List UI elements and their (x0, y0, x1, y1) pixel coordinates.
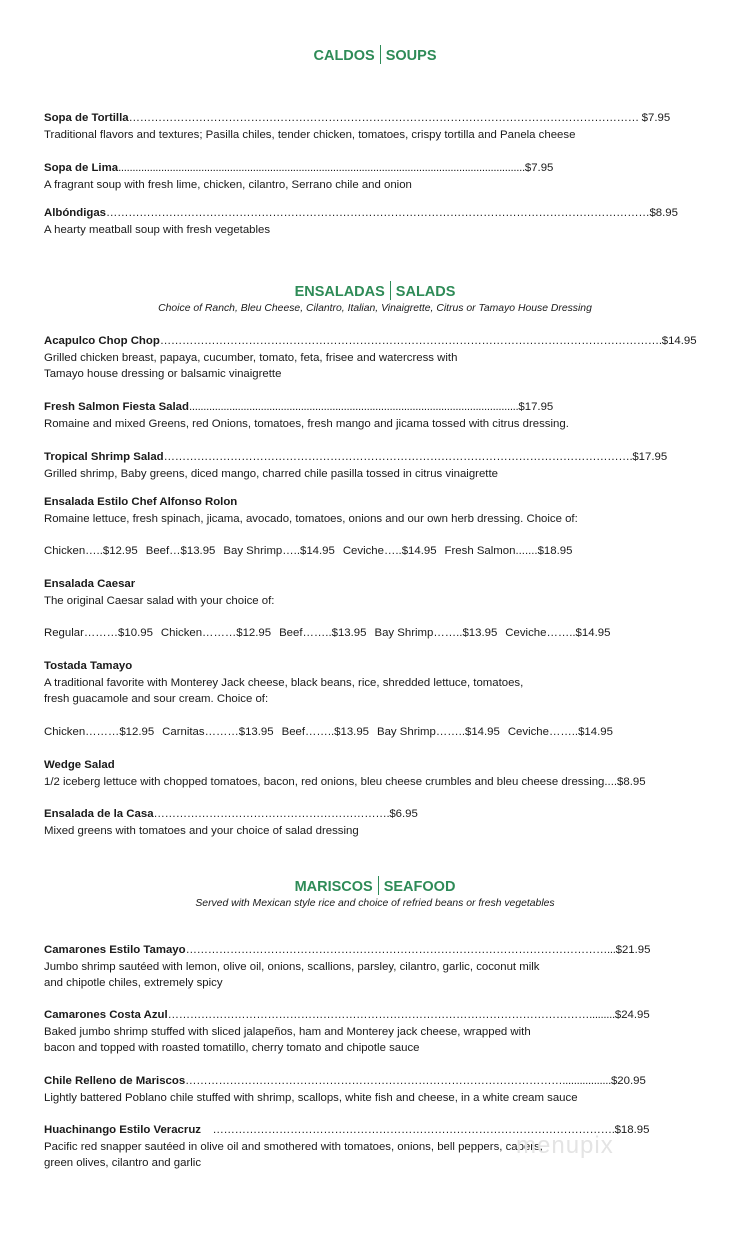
price-option: Ceviche……..$14.95 (505, 627, 611, 639)
salads-title-es: ENSALADAS (294, 284, 385, 300)
item-price: $18.95 (614, 1124, 650, 1136)
price-options (44, 543, 580, 560)
item-description: A traditional favorite with Monterey Jack cheese, black beans, rice, shredded lettuce, tomatoes, (44, 676, 524, 689)
salads-title-en: SALADS (395, 284, 456, 300)
item-name: Ensalada Caesar (44, 578, 136, 590)
item-name: Ensalada de la Casa (44, 808, 154, 820)
menu-item-acapulco-chop-chop (44, 333, 697, 383)
item-description: Baked jumbo shrimp stuffed with sliced jalapeños, ham and Monterey jack cheese, wrapped with (44, 1025, 531, 1038)
leader-dots: ................................................................................................................... (188, 401, 519, 413)
leader-dots: ……………………………………………………………………………………………………......... (167, 1009, 615, 1021)
leader-dots: …………………………………………………………………………………………................. (185, 1075, 611, 1087)
item-description: Traditional flavors and textures; Pasilla chiles, tender chicken, tomatoes, crispy tortilla and Panela cheese (44, 128, 576, 141)
menu-item-camarones-costa-azul (44, 1007, 650, 1057)
leader-dots: .............................................................................................................................................. (118, 162, 525, 174)
leader-dots: ………………………………………………………………………………………………………………………… (128, 112, 642, 124)
item-description: Romaine and mixed Greens, red Onions, tomatoes, fresh mango and jicama tossed with citrus dressing. (44, 417, 569, 430)
price-option: Chicken…..$12.95 (44, 545, 138, 557)
price-option: Carnitas………$13.95 (162, 725, 274, 738)
menu-item-tostada-tamayo (44, 658, 621, 740)
menu-item-tropical-shrimp-salad (44, 449, 667, 482)
leader-dots: ………………………………………………………………………………………………………………………. (159, 335, 662, 347)
salads-subtitle: Choice of Ranch, Bleu Cheese, Cilantro, Italian, Vinaigrette, Citrus or Tamayo House Dressing (158, 303, 592, 314)
item-name: Sopa de Lima (44, 162, 119, 174)
seafood-title-en: SEAFOOD (383, 879, 456, 895)
leader-dots: ……………………………………………………………………………………………………... (185, 944, 616, 956)
soups-heading (0, 45, 750, 65)
item-name: Tropical Shrimp Salad (44, 451, 164, 463)
seafood-subtitle: Served with Mexican style rice and choice of refried beans or fresh vegetables (195, 898, 555, 909)
item-description: A hearty meatball soup with fresh vegetables (44, 223, 271, 236)
item-description: Tamayo house dressing or balsamic vinaigrette (44, 368, 282, 380)
leader-dots: ………………………………………………………………………………………………………………. (163, 451, 633, 463)
item-price: $17.95 (518, 401, 554, 413)
price-option: Fresh Salmon.......$18.95 (444, 545, 573, 557)
item-description: fresh guacamole and sour cream. Choice of: (44, 693, 269, 705)
menu-item-ensalada-de-la-casa (44, 806, 418, 839)
item-description: Pacific red snapper sautéed in olive oil and smothered with tomatoes, onions, bell peppers, capers, (44, 1140, 543, 1153)
item-description: Grilled shrimp, Baby greens, diced mango, charred chile pasilla tossed in citrus vinaigrette (44, 467, 498, 480)
item-price: $6.95 (389, 808, 418, 820)
item-description: 1/2 iceberg lettuce with chopped tomatoes, bacon, red onions, bleu cheese crumbles and bleu cheese dressing....$8.95 (44, 775, 646, 788)
item-name: Chile Relleno de Mariscos (44, 1075, 186, 1087)
salads-heading (0, 281, 750, 301)
item-price: $14.95 (661, 335, 697, 347)
item-price: $20.95 (610, 1075, 646, 1087)
watermark-logo: menupix (516, 1132, 614, 1159)
item-name: Sopa de Tortilla (44, 112, 129, 124)
leader-dots: ………………………………………………………. (153, 808, 390, 820)
item-description: Romaine lettuce, fresh spinach, jicama, avocado, tomatoes, onions and our own herb dressing. Choice of: (44, 512, 578, 525)
item-description: The original Caesar salad with your choice of: (44, 594, 275, 607)
item-name: Albóndigas (44, 207, 107, 219)
menu-item-camarones-estilo-tamayo (44, 942, 650, 992)
price-option: Chicken………$12.95 (44, 725, 155, 738)
item-name: Camarones Costa Azul (44, 1009, 168, 1021)
item-name: Huachinango Estilo Veracruz (44, 1124, 201, 1136)
soups-title-es: CALDOS (313, 48, 375, 64)
menu-item-sopa-de-tortilla (44, 110, 670, 143)
menu-item-albondigas (44, 205, 678, 238)
menu-item-ensalada-caesar (44, 576, 618, 642)
price-option: Bay Shrimp…..$14.95 (223, 545, 335, 557)
menu-item-wedge-salad (44, 757, 646, 790)
price-option: Chicken………$12.95 (160, 627, 272, 639)
price-option: Beef……..$13.95 (281, 725, 369, 738)
item-name: Camarones Estilo Tamayo (44, 944, 186, 956)
item-description: Jumbo shrimp sautéed with lemon, olive oil, onions, scallions, parsley, cilantro, garlic, coconut milk (44, 960, 540, 973)
item-price: $7.95 (524, 162, 554, 174)
price-option: Bay Shrimp……..$13.95 (374, 627, 498, 639)
price-option: Beef…$13.95 (145, 545, 216, 557)
price-option: Ceviche…..$14.95 (342, 545, 437, 557)
item-description: Grilled chicken breast, papaya, cucumber, tomato, feta, frisee and watercress with (44, 351, 458, 364)
leader-dots: ………………………………………………………………………………………………. (200, 1124, 615, 1136)
item-description: bacon and topped with roasted tomatillo, cherry tomato and chipotle sauce (44, 1042, 420, 1054)
title-separator (378, 876, 379, 895)
item-price: $24.95 (614, 1009, 650, 1021)
price-options (44, 724, 621, 741)
item-description: A fragrant soup with fresh lime, chicken, cilantro, Serrano chile and onion (44, 178, 412, 191)
menu-item-fresh-salmon-fiesta-salad (44, 399, 569, 432)
item-name: Fresh Salmon Fiesta Salad (44, 401, 189, 413)
item-name: Ensalada Estilo Chef Alfonso Rolon (44, 496, 238, 508)
menu-item-ensalada-estilo-chef (44, 494, 580, 560)
title-separator (390, 281, 391, 300)
price-option: Beef……..$13.95 (279, 627, 367, 639)
item-description: Mixed greens with tomatoes and your choice of salad dressing (44, 824, 359, 837)
item-price: $17.95 (632, 451, 668, 463)
item-name: Acapulco Chop Chop (44, 335, 160, 347)
title-separator (380, 45, 381, 64)
price-option: Regular………$10.95 (44, 627, 153, 639)
item-name: Wedge Salad (44, 759, 115, 771)
leader-dots: ………………………………………………………………………………………………………………………………… (106, 207, 650, 219)
item-description: Lightly battered Poblano chile stuffed with shrimp, scallops, white fish and cheese, in a white cream sauce (44, 1091, 578, 1104)
item-price: $21.95 (615, 944, 651, 956)
price-option: Ceviche……..$14.95 (507, 725, 613, 738)
item-price: $8.95 (649, 207, 678, 219)
price-options (44, 625, 618, 642)
price-option: Bay Shrimp……..$14.95 (377, 725, 500, 738)
menu-item-sopa-de-lima (44, 160, 553, 193)
item-price: $7.95 (641, 112, 671, 124)
item-name: Tostada Tamayo (44, 660, 133, 672)
item-description: and chipotle chiles, extremely spicy (44, 977, 223, 989)
menu-item-chile-relleno-de-mariscos (44, 1073, 646, 1106)
item-description: green olives, cilantro and garlic (44, 1157, 202, 1169)
seafood-title-es: MARISCOS (294, 879, 373, 895)
soups-title-en: SOUPS (385, 48, 437, 64)
seafood-heading (0, 876, 750, 896)
